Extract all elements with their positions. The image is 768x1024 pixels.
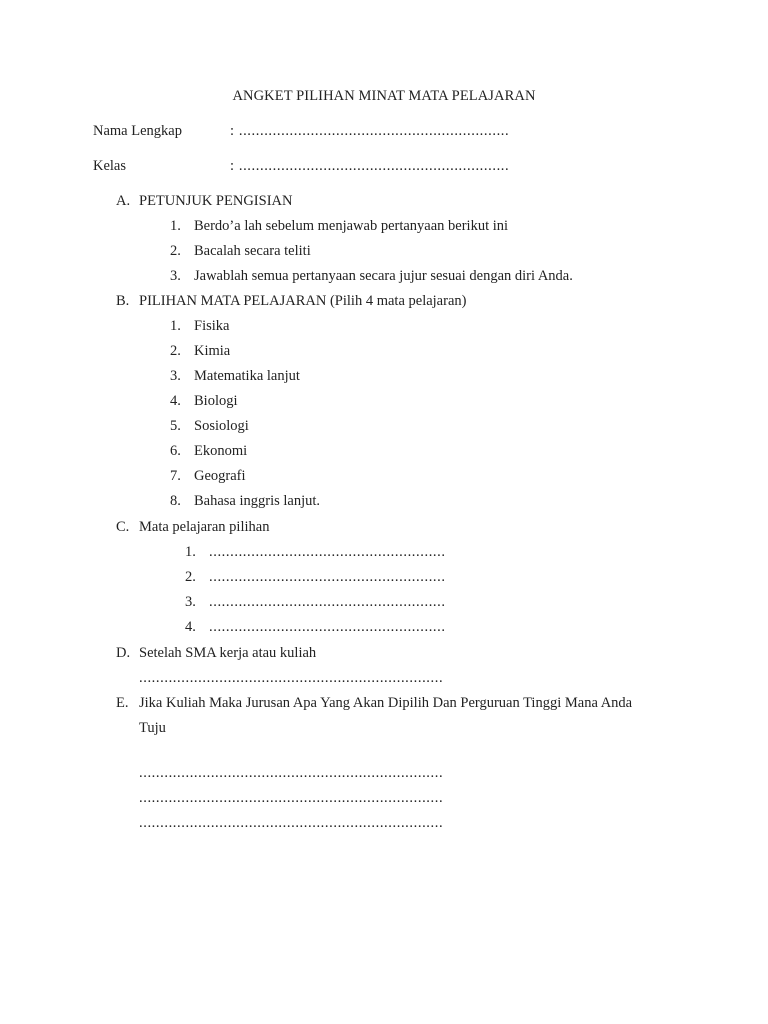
section-b-item-number: 3.: [170, 368, 181, 384]
section-b-marker: B.: [116, 293, 130, 309]
section-b-heading: PILIHAN MATA PELAJARAN (Pilih 4 mata pelajaran): [139, 293, 467, 309]
section-d-marker: D.: [116, 645, 131, 661]
section-c-item-number: 4.: [185, 619, 196, 635]
section-c-item-number: 2.: [185, 569, 196, 585]
section-e-heading-line2: Tuju: [139, 720, 166, 736]
section-b-item-text: Matematika lanjut: [194, 368, 300, 384]
section-b-item-text: Sosiologi: [194, 418, 249, 434]
field-value-kelas: : ................................................................: [230, 158, 510, 174]
section-a-item-number: 2.: [170, 243, 181, 259]
section-b-item-text: Biologi: [194, 393, 238, 409]
section-c-item-number: 3.: [185, 594, 196, 610]
section-e-answer-line: ........................................................................: [139, 765, 444, 781]
section-e-answer-line: ........................................................................: [139, 815, 444, 831]
section-b-item-text: Ekonomi: [194, 443, 248, 459]
section-c-marker: C.: [116, 519, 130, 535]
section-c-answer-line: ........................................................: [209, 619, 446, 635]
field-value-nama-lengkap: : ................................................................: [230, 123, 510, 139]
document-title: ANGKET PILIHAN MINAT MATA PELAJARAN: [232, 88, 536, 104]
section-b-item-number: 8.: [170, 493, 181, 509]
section-b-item-text: Bahasa inggris lanjut.: [194, 493, 321, 509]
section-c-answer-line: ........................................................: [209, 544, 446, 560]
section-b-item-number: 7.: [170, 468, 181, 484]
section-c-item-number: 1.: [185, 544, 196, 560]
section-b-item-number: 2.: [170, 343, 181, 359]
section-e-heading-line1: Jika Kuliah Maka Jurusan Apa Yang Akan Dipilih Dan Perguruan Tinggi Mana Anda: [139, 695, 633, 711]
section-a-marker: A.: [116, 193, 131, 209]
section-a-item-text: Berdo’a lah sebelum menjawab pertanyaan berikut ini: [194, 218, 509, 234]
section-d-answer-line: ........................................................................: [139, 670, 444, 686]
section-b-item-text: Geografi: [194, 468, 246, 484]
section-a-item-number: 1.: [170, 218, 181, 234]
section-a-item-number: 3.: [170, 268, 181, 284]
section-a-item-text: Bacalah secara teliti: [194, 243, 311, 259]
section-e-answer-line: ........................................................................: [139, 790, 444, 806]
section-a-item-text: Jawablah semua pertanyaan secara jujur sesuai dengan diri Anda.: [194, 268, 573, 284]
section-d-heading: Setelah SMA kerja atau kuliah: [139, 645, 317, 661]
field-label-nama-lengkap: Nama Lengkap: [93, 123, 182, 139]
section-b-item-text: Fisika: [194, 318, 230, 334]
section-a-heading: PETUNJUK PENGISIAN: [139, 193, 293, 209]
section-b-item-number: 4.: [170, 393, 181, 409]
section-c-answer-line: ........................................................: [209, 594, 446, 610]
section-b-item-number: 6.: [170, 443, 181, 459]
section-c-answer-line: ........................................................: [209, 569, 446, 585]
section-b-item-number: 1.: [170, 318, 181, 334]
section-e-marker: E.: [116, 695, 129, 711]
section-b-item-text: Kimia: [194, 343, 231, 359]
field-label-kelas: Kelas: [93, 158, 127, 174]
section-c-heading: Mata pelajaran pilihan: [139, 519, 270, 535]
section-b-item-number: 5.: [170, 418, 181, 434]
